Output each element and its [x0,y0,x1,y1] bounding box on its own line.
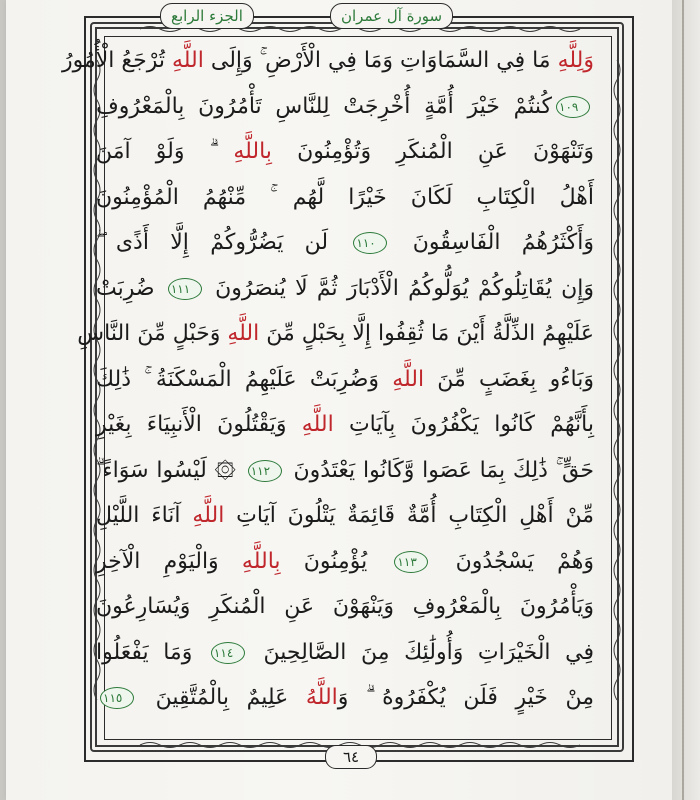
text-line [96,638,594,668]
verse-text: وَهُمْ يَسْجُدُونَ [432,548,595,574]
divine-name-word: اللَّهِ [171,48,204,73]
text-line [96,410,594,440]
ayah-number-marker: ١١٥ [100,687,134,709]
verse-text: لَن يَضُرُّوكُمْ إِلَّا أَذًى ۖ [96,230,350,255]
divine-name-word: اللَّهُ [305,685,338,710]
text-line [96,137,594,167]
verse-text: وَيَقْتُلُونَ الْأَنبِيَاءَ بِغَيْرِ [96,412,302,437]
ayah-number-marker: ١١٣ [394,551,428,573]
verse-text: كُنتُمْ خَيْرَ أُمَّةٍ أُخْرِجَتْ لِلنَّاسِ تَأْمُرُونَ بِالْمَعْرُوفِ [96,93,552,119]
divine-name-word: اللَّهِ [301,412,334,437]
divine-name-word: اللَّهِ [227,321,260,346]
verse-text: تُرْجَعُ الْأُمُورُ [61,48,172,73]
surah-title: سورة آل عمران [330,3,453,29]
divine-name-word: بِاللَّهِ [233,139,272,164]
text-line [61,46,594,76]
ayah-number-marker: ١٠٩ [556,96,590,118]
verse-text: فِي الْخَيْرَاتِ وَأُولَٰئِكَ مِنَ الصَّالِحِينَ [248,639,594,665]
text-line [96,501,594,531]
verse-text: وَبَاءُو بِغَضَبٍ مِّنَ [424,366,594,392]
verse-text: ۞ لَيْسُوا سَوَاءً ۗ [96,457,244,483]
verse-text: وَحَبْلٍ مِّنَ النَّاسِ [77,321,228,346]
verse-text: آنَاءَ اللَّيْلِ [96,503,193,528]
verse-text: ضُرِبَتْ [96,275,164,301]
divine-name-word: بِاللَّهِ [241,548,281,574]
verse-text: عَلَيْهِمُ الذِّلَّةُ أَيْنَ مَا ثُقِفُوا إِلَّا بِحَبْلٍ مِّنَ [259,321,594,346]
ayah-number-marker: ١١٢ [248,460,282,482]
divine-name-word: اللَّهِ [192,503,225,528]
divine-name-word: اللَّهِ [392,366,425,392]
text-line [96,547,594,577]
text-line [96,92,594,122]
text-line [96,683,594,713]
verse-text: وَتَنْهَوْنَ عَنِ الْمُنكَرِ وَتُؤْمِنُونَ [271,139,594,164]
page-number: ٦٤ [325,745,377,769]
text-line [96,592,594,622]
verse-text: عَلِيمٌ بِالْمُتَّقِينَ [138,685,306,710]
verse-text: بِأَنَّهُمْ كَانُوا يَكْفُرُونَ بِآيَاتِ [333,412,594,437]
ayah-number-marker: ١١٠ [353,232,387,254]
text-line [96,274,594,304]
verse-text: مِنْ خَيْرٍ فَلَن يُكْفَرُوهُ ۗ وَ [337,685,594,710]
verse-text: يُؤْمِنُونَ [280,548,391,574]
juz-title: الجزء الرابع [160,3,254,29]
verse-text: وَإِن يُقَاتِلُوكُمْ يُوَلُّوكُمُ الْأَدْبَارَ ثُمَّ لَا يُنصَرُونَ [205,275,594,301]
text-line [96,456,594,486]
verse-text: حَقٍّ ۚ ذَٰلِكَ بِمَا عَصَوا وَّكَانُوا يَعْتَدُونَ [285,457,594,483]
text-line [96,365,594,395]
text-line [96,183,594,213]
verse-text: وَأَكْثَرُهُمُ الْفَاسِقُونَ [391,230,594,255]
verse-text: وَمَا يَفْعَلُوا [96,639,207,665]
verse-text: أَهْلُ الْكِتَابِ لَكَانَ خَيْرًا لَّهُم ۚ مِّنْهُمُ الْمُؤْمِنُونَ [96,184,594,210]
text-line [96,228,594,258]
ayah-number-marker: ١١٤ [211,642,245,664]
verse-text: وَالْيَوْمِ الْآخِرِ [96,548,242,574]
ayah-number-marker: ١١١ [168,278,202,300]
verse-text: وَيَأْمُرُونَ بِالْمَعْرُوفِ وَيَنْهَوْنَ عَنِ الْمُنكَرِ وَيُسَارِعُونَ [96,594,594,619]
verse-text: وَضُرِبَتْ عَلَيْهِمُ الْمَسْكَنَةُ ۚ ذَٰلِكَ [96,366,393,392]
verse-text: مِّنْ أَهْلِ الْكِتَابِ أُمَّةٌ قَائِمَةٌ يَتْلُونَ آيَاتِ [224,503,595,528]
text-line [77,319,594,349]
divine-name-word: وَلِلَّهِ [550,48,594,73]
verse-text: ۗ وَلَوْ آمَنَ [96,139,234,164]
verse-text: مَا فِي السَّمَاوَاتِ وَمَا فِي الْأَرْضِ ۚ وَإِلَى [203,48,551,73]
